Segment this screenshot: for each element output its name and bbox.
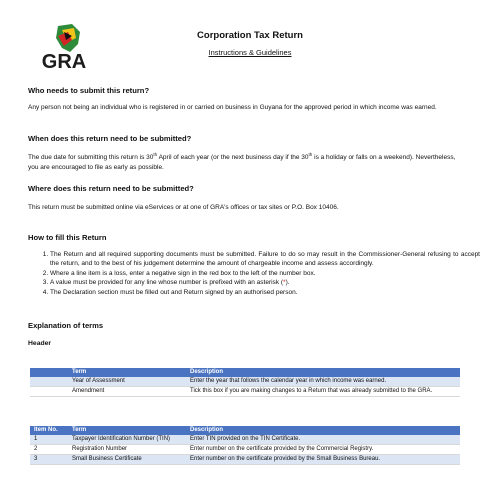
table-cell: Amendment bbox=[68, 387, 186, 397]
table-row bbox=[30, 455, 460, 465]
instructions-list bbox=[28, 250, 480, 297]
instruction-item: 2. Where a line item is a loss, enter a negative sign in the red box to the left of the number box. bbox=[50, 269, 480, 278]
table-header-row bbox=[30, 368, 460, 377]
section-heading-where: Where does this return need to be submitted? bbox=[28, 184, 194, 193]
table-cell bbox=[30, 377, 68, 387]
table-cell: Year of Assessment bbox=[68, 377, 186, 387]
table-cell: 1 bbox=[30, 435, 68, 445]
page-subtitle: Instructions & Guidelines bbox=[208, 48, 292, 57]
table-cell: Small Business Certificate bbox=[68, 455, 186, 465]
section-text-who: Any person not being an individual who is registered in or carried on business in Guyana for the approved period in which income was earned. bbox=[28, 104, 437, 111]
table-cell: Taxpayer Identification Number (TIN) bbox=[68, 435, 186, 445]
map-emblem-icon bbox=[56, 24, 80, 52]
table-header-cell: Item No. bbox=[30, 426, 68, 435]
table-cell: Tick this box if you are making changes to a Return that was already submitted to the GRA. bbox=[186, 387, 460, 397]
table-header-cell: Description bbox=[186, 426, 460, 435]
section-text-when: The due date for submitting this return is 30th April of each year (or the next business day if the 30th is a holiday or falls on a weekend). Nevertheless, you are encouraged to file as early as possible. bbox=[28, 151, 456, 171]
table-cell: 3 bbox=[30, 455, 68, 465]
table-cell bbox=[30, 387, 68, 397]
asterisk-marker: * bbox=[283, 279, 286, 286]
table-header-cell: Description bbox=[186, 368, 460, 377]
section-heading-terms: Explanation of terms bbox=[28, 321, 104, 330]
table-cell: 2 bbox=[30, 445, 68, 455]
instruction-item: 4. The Declaration section must be filled out and Return signed by an authorised person. bbox=[50, 288, 480, 297]
instruction-item: 1. The Return and all required supporting documents must be submitted. Failure to do so may result in the Commissioner-General refusing to accept the return, and to the best of his judgement determine the amount of chargeable income and assess accordingly. bbox=[50, 250, 480, 268]
section-text-where: This return must be submitted online via eServices or at one of GRA's offices or tax sites or P.O. Box 10406. bbox=[28, 204, 339, 211]
section-subheading-header: Header bbox=[28, 340, 52, 347]
gra-logo bbox=[28, 22, 100, 72]
page-title: Corporation Tax Return bbox=[197, 30, 303, 41]
section-heading-who: Who needs to submit this return? bbox=[28, 86, 150, 95]
table-row bbox=[30, 445, 460, 455]
svg-text:GRA: GRA bbox=[41, 51, 87, 72]
table-row bbox=[30, 377, 460, 387]
table-cell: Registration Number bbox=[68, 445, 186, 455]
instruction-item: 3. A value must be provided for any line whose number is prefixed with an asterisk (*). bbox=[50, 278, 480, 287]
table-cell: Enter TIN provided on the TIN Certificate. bbox=[186, 435, 460, 445]
table-cell: Enter the year that follows the calendar year in which income was earned. bbox=[186, 377, 460, 387]
item-terms-table bbox=[30, 426, 460, 465]
section-heading-how: How to fill this Return bbox=[28, 233, 107, 242]
table-header-cell: Term bbox=[68, 426, 186, 435]
table-row bbox=[30, 387, 460, 397]
table-header-cell bbox=[30, 368, 68, 377]
table-cell: Enter number on the certificate provided by the Commercial Registry. bbox=[186, 445, 460, 455]
table-cell: Enter number on the certificate provided by the Small Business Bureau. bbox=[186, 455, 460, 465]
table-header-row bbox=[30, 426, 460, 435]
table-header-cell: Term bbox=[68, 368, 186, 377]
header-terms-table bbox=[30, 368, 460, 397]
section-heading-when: When does this return need to be submitted? bbox=[28, 134, 192, 143]
table-row bbox=[30, 435, 460, 445]
